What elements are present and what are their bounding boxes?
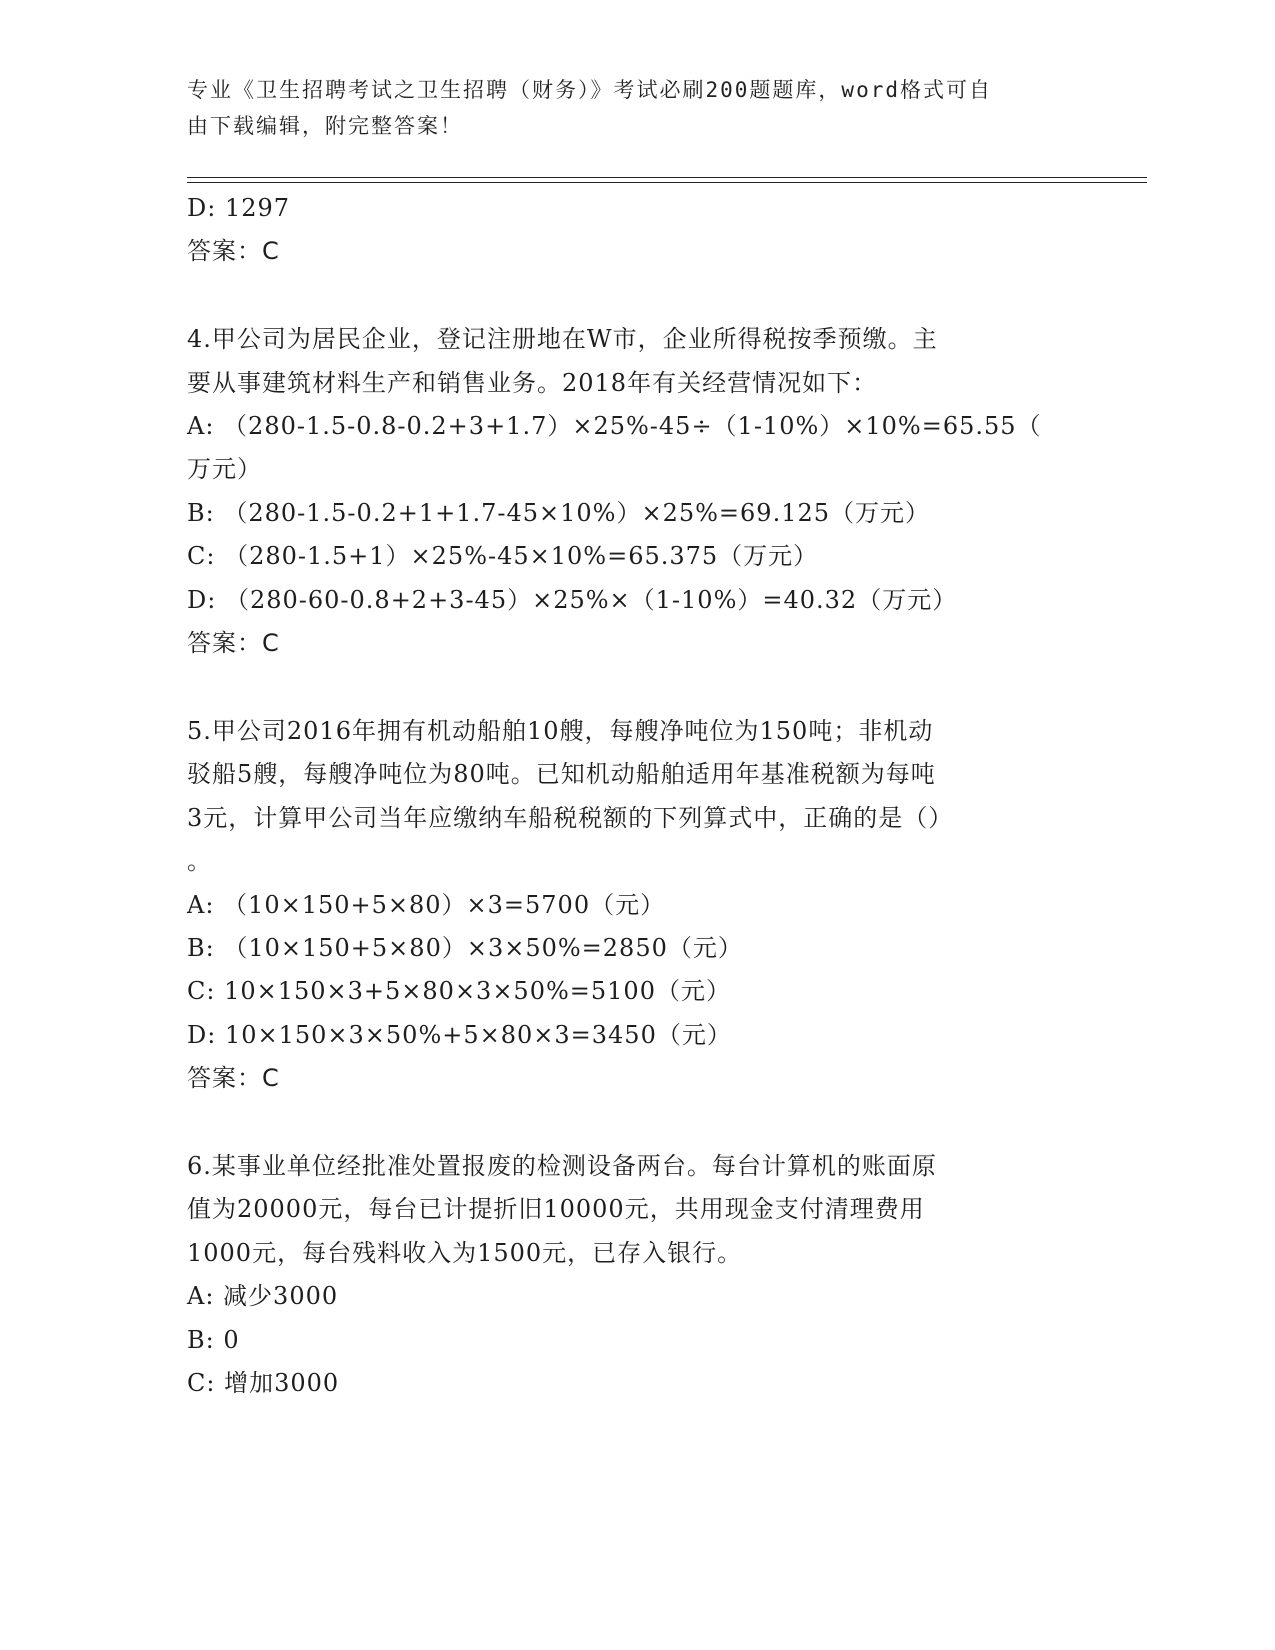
q5-stem-line-3: 3元，计算甲公司当年应缴纳车船税税额的下列算式中，正确的是（） bbox=[187, 804, 954, 832]
header-divider-top bbox=[187, 177, 1147, 178]
q5-stem-line-2: 驳船5艘，每艘净吨位为80吨。已知机动船舶适用年基准税额为每吨 bbox=[187, 760, 936, 788]
q6-stem-line-3: 1000元，每台残料收入为1500元，已存入银行。 bbox=[187, 1239, 743, 1267]
q6-option-a: A: 减少3000 bbox=[187, 1282, 339, 1310]
q4-answer: 答案：C bbox=[187, 629, 280, 657]
prev-option-d: D: 1297 bbox=[187, 194, 291, 222]
q5-stem-line-4: 。 bbox=[187, 847, 212, 875]
q5-option-c: C: 10×150×3+5×80×3×50%=5100（元） bbox=[187, 977, 731, 1005]
q4-option-c: C: （280-1.5+1）×25%-45×10%=65.375（万元） bbox=[187, 542, 819, 570]
document-header bbox=[187, 72, 1067, 144]
q4-stem-line-1: 4.甲公司为居民企业，登记注册地在W市，企业所得税按季预缴。主 bbox=[187, 325, 938, 353]
q5-answer: 答案：C bbox=[187, 1064, 280, 1092]
q4-option-a-line-2: 万元） bbox=[187, 455, 262, 483]
header-divider-bottom bbox=[187, 182, 1147, 183]
q4-option-d: D: （280-60-0.8+2+3-45）×25%×（1-10%）=40.32（万元） bbox=[187, 586, 958, 614]
q4-option-b: B: （280-1.5-0.2+1+1.7-45×10%）×25%=69.125（万元） bbox=[187, 499, 931, 527]
prev-answer: 答案：C bbox=[187, 237, 280, 265]
header-line-1: 专业《卫生招聘考试之卫生招聘（财务）》考试必刷200题题库，word格式可自 bbox=[187, 78, 992, 102]
header-line-2: 由下载编辑，附完整答案！ bbox=[187, 114, 463, 138]
q5-stem-line-1: 5.甲公司2016年拥有机动船舶10艘，每艘净吨位为150吨；非机动 bbox=[187, 717, 934, 745]
q4-stem-line-2: 要从事建筑材料生产和销售业务。2018年有关经营情况如下： bbox=[187, 369, 878, 397]
q6-option-c: C: 增加3000 bbox=[187, 1369, 340, 1397]
q5-option-a: A: （10×150+5×80）×3=5700（元） bbox=[187, 891, 666, 919]
q6-option-b: B: 0 bbox=[187, 1326, 240, 1354]
q4-option-a-line-1: A: （280-1.5-0.8-0.2+3+1.7）×25%-45÷（1-10%）×10%=65.55（ bbox=[187, 412, 1042, 440]
q6-stem-line-2: 值为20000元，每台已计提折旧10000元，共用现金支付清理费用 bbox=[187, 1195, 925, 1223]
q5-option-b: B: （10×150+5×80）×3×50%=2850（元） bbox=[187, 934, 743, 962]
q5-option-d: D: 10×150×3×50%+5×80×3=3450（元） bbox=[187, 1021, 732, 1049]
q6-stem-line-1: 6.某事业单位经批准处置报废的检测设备两台。每台计算机的账面原 bbox=[187, 1152, 937, 1180]
